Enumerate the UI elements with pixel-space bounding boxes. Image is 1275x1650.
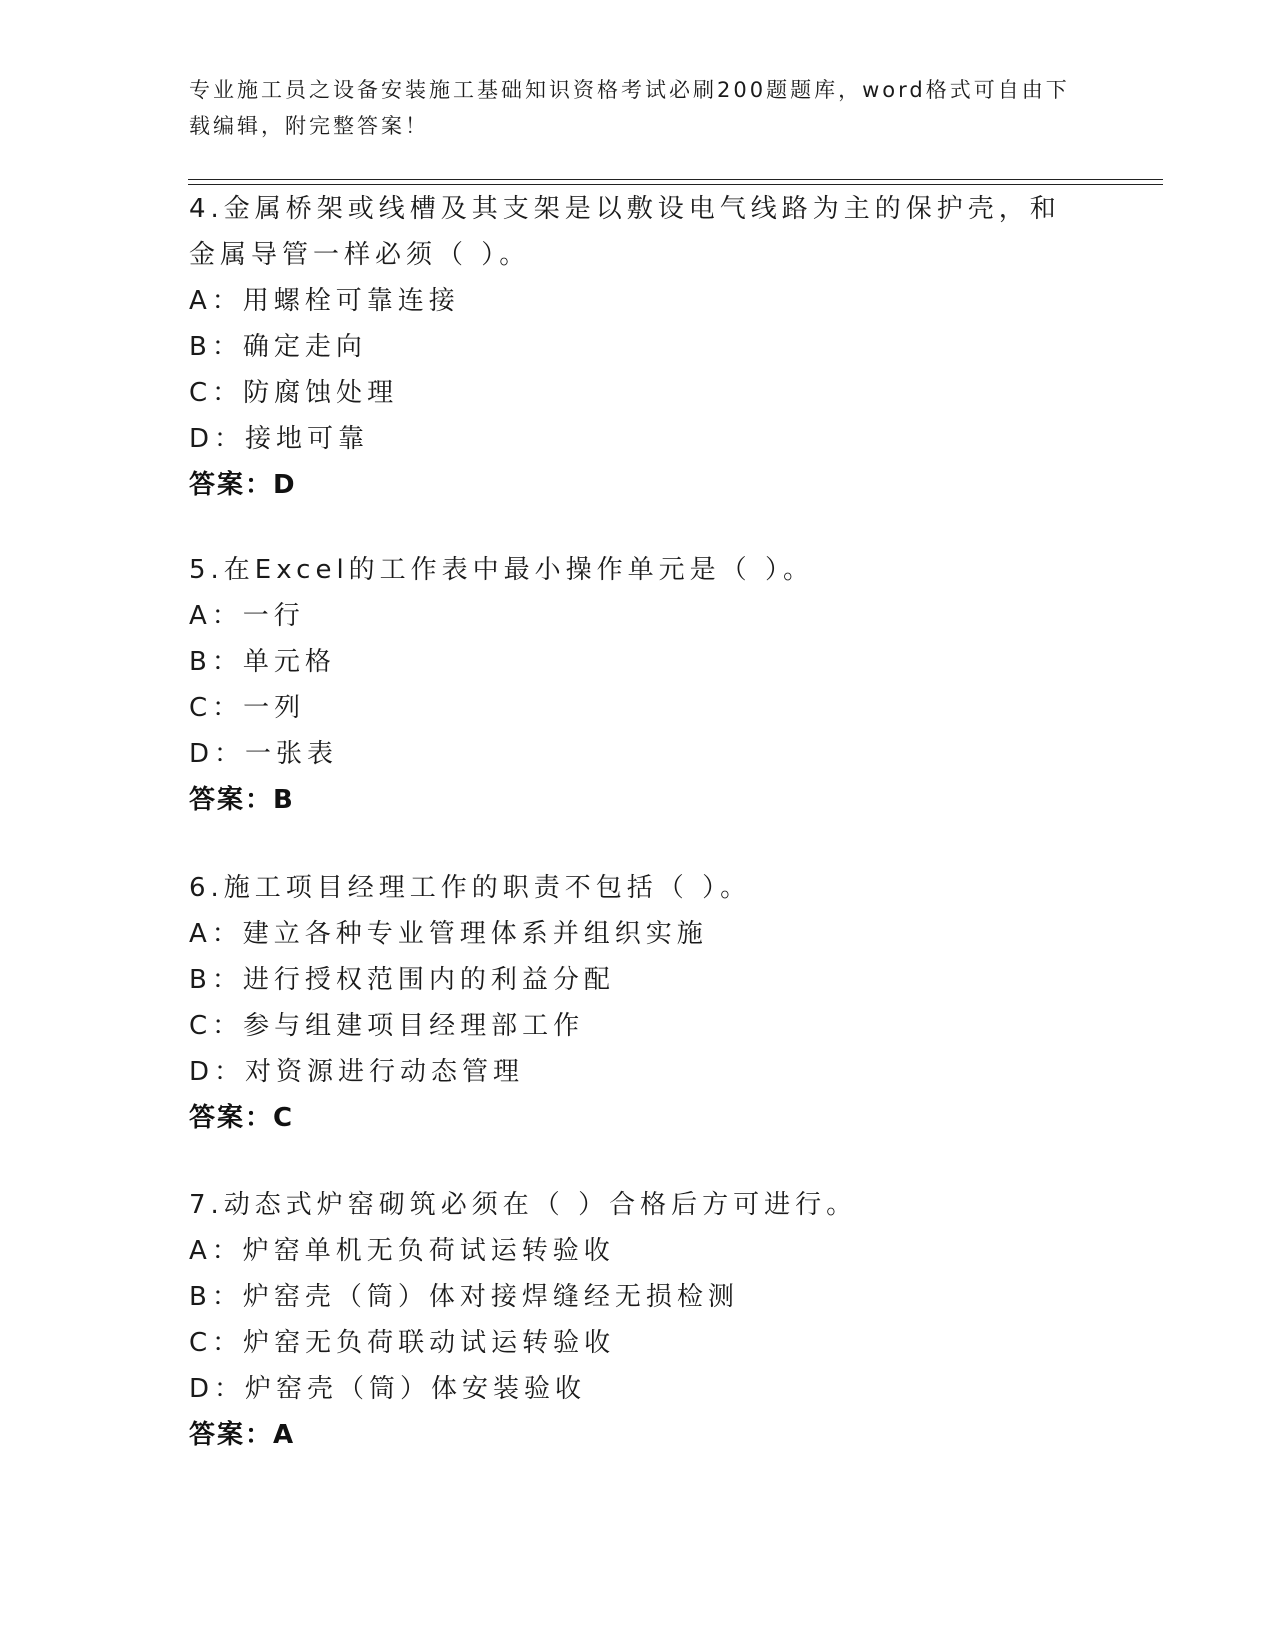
option-a: A：一行 bbox=[189, 601, 305, 631]
question-4 bbox=[189, 186, 1089, 508]
answer-line: 答案：C bbox=[189, 1103, 295, 1133]
option-a: A：用螺栓可靠连接 bbox=[189, 286, 460, 316]
option-b: B：进行授权范围内的利益分配 bbox=[189, 965, 615, 995]
header-divider-thick bbox=[188, 179, 1163, 180]
option-c: C：炉窑无负荷联动试运转验收 bbox=[189, 1328, 616, 1358]
option-a: A：建立各种专业管理体系并组织实施 bbox=[189, 919, 708, 949]
document-header: 专业施工员之设备安装施工基础知识资格考试必刷200题题库，word格式可自由下载编辑，附完整答案！ bbox=[189, 78, 1070, 138]
header-divider-thin bbox=[188, 184, 1163, 185]
option-d: D：一张表 bbox=[189, 739, 339, 769]
option-a: A：炉窑单机无负荷试运转验收 bbox=[189, 1236, 615, 1266]
option-c: C：参与组建项目经理部工作 bbox=[189, 1011, 585, 1041]
option-b: B：确定走向 bbox=[189, 332, 367, 362]
question-stem: 4.金属桥架或线槽及其支架是以敷设电气线路为主的保护壳，和金属导管一样必须（ ）。 bbox=[189, 194, 1061, 270]
question-stem: 7.动态式炉窑砌筑必须在（ ）合格后方可进行。 bbox=[189, 1190, 858, 1220]
question-stem: 6.施工项目经理工作的职责不包括（ ）。 bbox=[189, 873, 752, 903]
question-5 bbox=[189, 547, 1089, 823]
question-6 bbox=[189, 865, 1089, 1141]
option-b: B：单元格 bbox=[189, 647, 336, 677]
answer-line: 答案：A bbox=[189, 1420, 296, 1450]
option-d: D：炉窑壳（筒）体安装验收 bbox=[189, 1374, 587, 1404]
question-7 bbox=[189, 1182, 1089, 1458]
option-d: D：对资源进行动态管理 bbox=[189, 1057, 525, 1087]
option-d: D：接地可靠 bbox=[189, 424, 370, 454]
answer-line: 答案：B bbox=[189, 785, 295, 815]
option-c: C：防腐蚀处理 bbox=[189, 378, 399, 408]
option-b: B：炉窑壳（筒）体对接焊缝经无损检测 bbox=[189, 1282, 739, 1312]
answer-line: 答案：D bbox=[189, 470, 297, 500]
option-c: C：一列 bbox=[189, 693, 306, 723]
question-stem: 5.在Excel的工作表中最小操作单元是（ ）。 bbox=[189, 555, 814, 585]
